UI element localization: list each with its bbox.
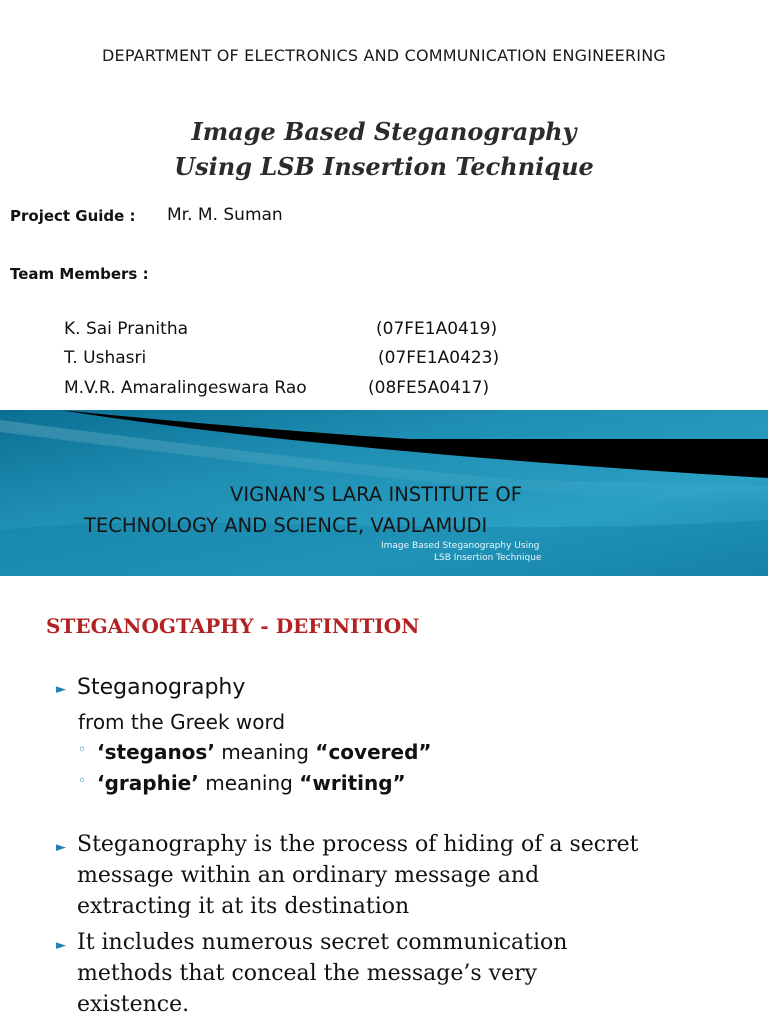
bullet-subtext: from the Greek word bbox=[78, 710, 286, 734]
paragraph-line: message within an ordinary message and bbox=[77, 863, 540, 888]
slide-footer-line1: Image Based Steganography Using bbox=[381, 541, 540, 551]
greek-word: ‘graphie’ bbox=[97, 771, 199, 795]
slide-footer-line2: LSB Insertion Technique bbox=[434, 553, 542, 563]
greek-word-row bbox=[97, 771, 406, 795]
project-title-line1: Image Based Steganography bbox=[191, 117, 577, 146]
paragraph-line: extracting it at its destination bbox=[77, 894, 410, 919]
paragraph-line: It includes numerous secret communication bbox=[77, 930, 568, 955]
institute-name-line1: VIGNAN’S LARA INSTITUTE OF bbox=[230, 483, 522, 506]
paragraph-line: methods that conceal the message’s very bbox=[77, 961, 538, 986]
greek-connector: meaning bbox=[198, 771, 300, 795]
bullet-arrow-icon: ► bbox=[56, 682, 66, 697]
member-name: M.V.R. Amaralingeswara Rao bbox=[64, 378, 307, 398]
member-id: (08FE5A0417) bbox=[368, 378, 490, 398]
project-title-line2: Using LSB Insertion Technique bbox=[174, 152, 594, 181]
sub-bullet-ring-icon: ◦ bbox=[78, 773, 87, 789]
greek-word-row bbox=[97, 740, 432, 764]
bullet-arrow-icon: ► bbox=[56, 938, 66, 953]
greek-meaning: “covered” bbox=[315, 740, 432, 764]
greek-connector: meaning bbox=[214, 740, 316, 764]
project-guide-name: Mr. M. Suman bbox=[167, 205, 283, 225]
member-name: T. Ushasri bbox=[64, 348, 147, 368]
department-heading: DEPARTMENT OF ELECTRONICS AND COMMUNICATION ENGINEERING bbox=[102, 46, 666, 65]
sub-bullet-ring-icon: ◦ bbox=[78, 742, 87, 758]
member-name: K. Sai Pranitha bbox=[64, 319, 189, 339]
paragraph-line: Steganography is the process of hiding of a secret bbox=[77, 832, 639, 857]
greek-meaning: “writing” bbox=[299, 771, 406, 795]
team-members-label: Team Members : bbox=[10, 265, 149, 283]
bullet-arrow-icon: ► bbox=[56, 840, 66, 855]
project-guide-label: Project Guide : bbox=[10, 207, 136, 225]
bullet-term: Steganography bbox=[77, 675, 246, 700]
institute-name-line2: TECHNOLOGY AND SCIENCE, VADLAMUDI bbox=[84, 514, 488, 537]
slide-definition bbox=[0, 576, 768, 1024]
greek-word: ‘steganos’ bbox=[97, 740, 215, 764]
definition-heading: STEGANOGTAPHY - DEFINITION bbox=[46, 614, 420, 638]
member-id: (07FE1A0423) bbox=[378, 348, 500, 368]
paragraph-line: existence. bbox=[77, 992, 190, 1017]
member-id: (07FE1A0419) bbox=[376, 319, 498, 339]
